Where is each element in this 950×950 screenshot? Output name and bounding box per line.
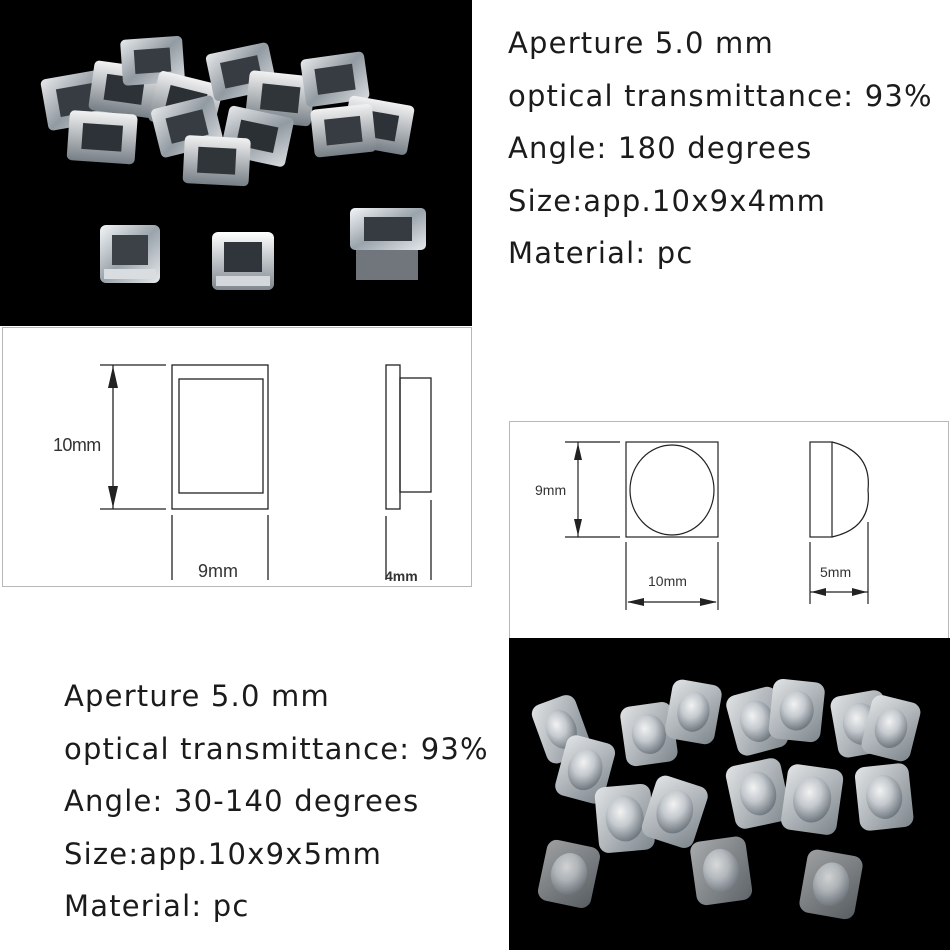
top-angle: Angle: 180 degrees xyxy=(508,131,813,165)
dome-depth-label: 5mm xyxy=(820,564,852,580)
square-width-label: 9mm xyxy=(198,561,238,581)
square-lens-illustration xyxy=(0,0,472,326)
single-lens-2 xyxy=(212,232,274,290)
single-lens-1 xyxy=(100,225,160,283)
dome-height-label: 9mm xyxy=(535,482,567,498)
single-lens-3 xyxy=(350,208,426,280)
bottom-aperture: Aperture 5.0 mm xyxy=(64,679,330,713)
dome-width-label: 10mm xyxy=(648,573,687,589)
square-lens-drawing xyxy=(2,327,472,587)
dome-lens-illustration xyxy=(509,638,950,950)
top-transmittance: optical transmittance: 93% xyxy=(508,78,933,113)
bottom-spec-list xyxy=(64,670,489,933)
bottom-angle: Angle: 30-140 degrees xyxy=(64,784,420,818)
square-lens-photo xyxy=(0,0,472,326)
top-size: Size:app.10x9x4mm xyxy=(508,183,827,218)
dome-lens-photo xyxy=(509,638,950,950)
dome-lens-drawing xyxy=(509,421,949,639)
square-depth-label: 4mm xyxy=(385,568,418,584)
top-aperture: Aperture 5.0 mm xyxy=(508,26,774,60)
bottom-transmittance: optical transmittance: 93% xyxy=(64,731,489,766)
bottom-size: Size:app.10x9x5mm xyxy=(64,836,383,871)
square-height-label: 10mm xyxy=(53,435,101,455)
top-material: Material: pc xyxy=(508,236,694,270)
top-spec-list xyxy=(508,17,933,280)
bottom-material: Material: pc xyxy=(64,889,250,923)
